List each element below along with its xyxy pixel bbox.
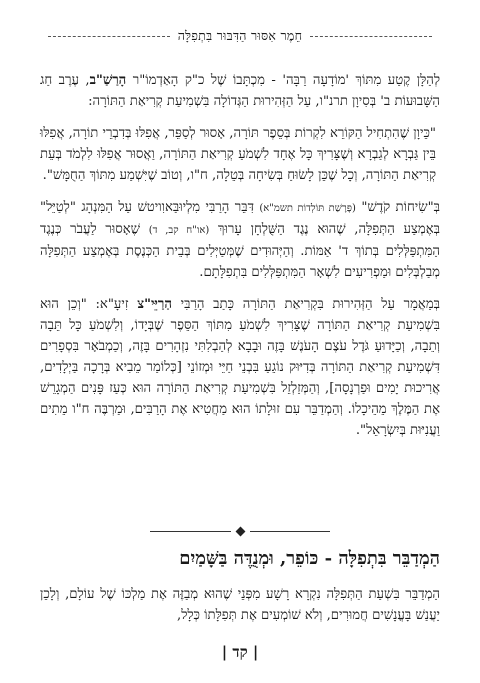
paragraph-intro-rest: , עֶרֶב חַג הַשָּׁבוּעוֹת ב' בְּסִיוָן תרנ"ו, עַל הַזְּהִירוּת הַגְּדוֹלָה בִּשְׁמִיעַת קְרִיאַת הַתּוֹרָה: [40, 73, 440, 109]
rayatz-quote: זִיעָ"א: "וְכֵן הוּא בִּשְׁמִיעַת קְרִיאַת הַתּוֹרָה שֶׁצָּרִיךְ לִשְׁמֹעַ מִתּוֹךְ הַסֵּפֶר שֶׁבְּיָדוֹ, וְלִשְׁמֹעַ כָּל תֵּבָה וְתֵבָה, וְכַיָּדוּעַ גֹּדֶל עֹצֶם הָעֹנֶשׁ בָּזֶה וּבָבָא לְהַבְלִתִּי נִזְהָרִים בָּזֶה, וְכַמְבֹאָר בִּסְפָרִים דִּשְׁמִיעַת קְרִיאַת הַתּוֹרָה בְּדִיּוּק נוֹגֵעַ בִּבְנֵי חַיֵּי וּמְזוֹנֵי [כְּלוֹמַר מֵבִיא בְּרָכָה בַּיְלָדִים, אֲרִיכוּת יָמִים וּפַרְנָסָה], וְהַמְּזַלְזֵל בִּשְׁמִיעַת קְרִיאַת הַתּוֹרָה הוּא כְּעַז פָּנִים הַמְגָרֵשׁ אֶת הַמֶּלֶךְ מֵהֵיכָלוֹ. וְהַמְדַבֵּר עִם זוּלָתוֹ הוּא מַחֲטִיא אֶת הָרַבִּים, וּמַרְבֶּה ח"ו מֵתִים וַעֲנִיּוּת בְּיִשְׂרָאֵל". [40, 297, 440, 438]
author-name-rayatz: הַרַיֵּי"צ [137, 297, 172, 312]
paragraph-rayatz [40, 294, 440, 441]
running-header [40, 26, 440, 46]
header-rule-right [310, 36, 432, 37]
author-name-rashab: הָרַשַׁ"ב [89, 73, 127, 88]
diamond-ornament-icon [235, 526, 245, 536]
page-number: | קד | [221, 643, 259, 661]
section-heading: הַמְדַבֵּר בִּתְפִלָּה - כּוֹפֵר, וּמְנֻדֶּה בַּשָּׁמַיִם [179, 548, 440, 569]
rayatz-intro: בְּמַאֲמָר עַל הַזְּהִירוּת בִּקְרִיאַת הַתּוֹרָה כָּתַב הָרַבִּי [171, 297, 441, 312]
sichos-text: דִּבֵּר הָרַבִּי מִלְיוּבַּאוִויטשׁ עַל הַמִּנְהָג "לְטַיֵּל" בְּאֶמְצַע הַתְּפִלָּה, שֶׁהוּא נֶגֶד הַשֻּׁלְחָן עָרוּךְ [40, 200, 441, 237]
header-rule-left [48, 36, 170, 37]
divider-line-left [150, 531, 231, 532]
paragraph-intro [40, 70, 440, 112]
header-title: חֵמֶר אִסּוּר הַדִּבּוּר בִּתְפִלָּה [177, 28, 303, 43]
section-divider [150, 525, 330, 537]
quote-paragraph: "כֵּיוָן שֶׁהִתְחִיל הַקּוֹרֵא לִקְרוֹת בְּסֵפֶר תּוֹרָה, אָסוּר לְסַפֵּר, אֲפִלּוּ בְּדִבְרֵי תוֹרָה, אֲפִלּוּ בֵּין גַּבְרָא לְגַבְרָא וְשֶׁצָּרִיךְ כָּל אֶחָד לִשְׁמֹעַ קְרִיאַת הַתּוֹרָה, וַאֲסוּר אֲפִלּוּ לִלְמֹד בְּעֵת קְרִיאַת הַתּוֹרָה, וְכָל שֶׁכֵּן לָשׂוּחַ בְּשִׂיחָה בְּטֵלָה, ח"ו, וְטוֹב שֶׁיִּשְׁמַע מִתּוֹךְ הַחֻמָּשׁ". [40, 126, 436, 183]
paragraph-intro-text: לְהַלָּן קֶטַע מִתּוֹךְ 'מוֹדָעָה רַבָּה' - מִכְתָּבוֹ שֶׁל כ"ק הָאַדְמוֹ"ר [126, 73, 441, 88]
paragraph-sichos [40, 197, 440, 283]
main-text [40, 70, 440, 452]
sichos-source: (פָּרָשַׁת תּוֹלְדוֹת תשמ"א) [259, 203, 356, 214]
shulchan-aruch-source: (או"ח קב, ד) [148, 225, 210, 236]
sichos-rest: שֶׁאָסוּר לַעֲבֹר כְּנֶגֶד הַמִּתְפַּלְּלִים בְּתוֹךְ ד' אַמּוֹת. וְהַיְּהוּדִים שֶׁמְּטַיְּלִים בְּבֵית הַכְּנֶסֶת בְּאֶמְצַע הַתְּפִלָּה מְבַלְבְּלִים וּמַפְרִיעִים לִשְׁאָר הַמִּתְפַּלְּלִים בִּתְפִלָּתָם. [40, 222, 440, 280]
sichos-title: בְּ"שִׂיחוֹת קֹדֶשׁ" [355, 200, 440, 215]
section-text: הַמְדַבֵּר בִּשְׁעַת הַתְּפִלָּה נִקְרָא רָשָׁע מִפְּנֵי שֶׁהוּא מְבַזֶּה אֶת מַלְכּוֹ שֶׁל עוֹלָם, וְלָכֵן יַעֲנַשׁ בָּעֳנָשִׁים חֲמוּרִים, וְלֹא שׁוֹמְעִים אֶת תְּפִלָּתוֹ כְּלָל, [40, 587, 440, 623]
divider-line-right [250, 531, 331, 532]
